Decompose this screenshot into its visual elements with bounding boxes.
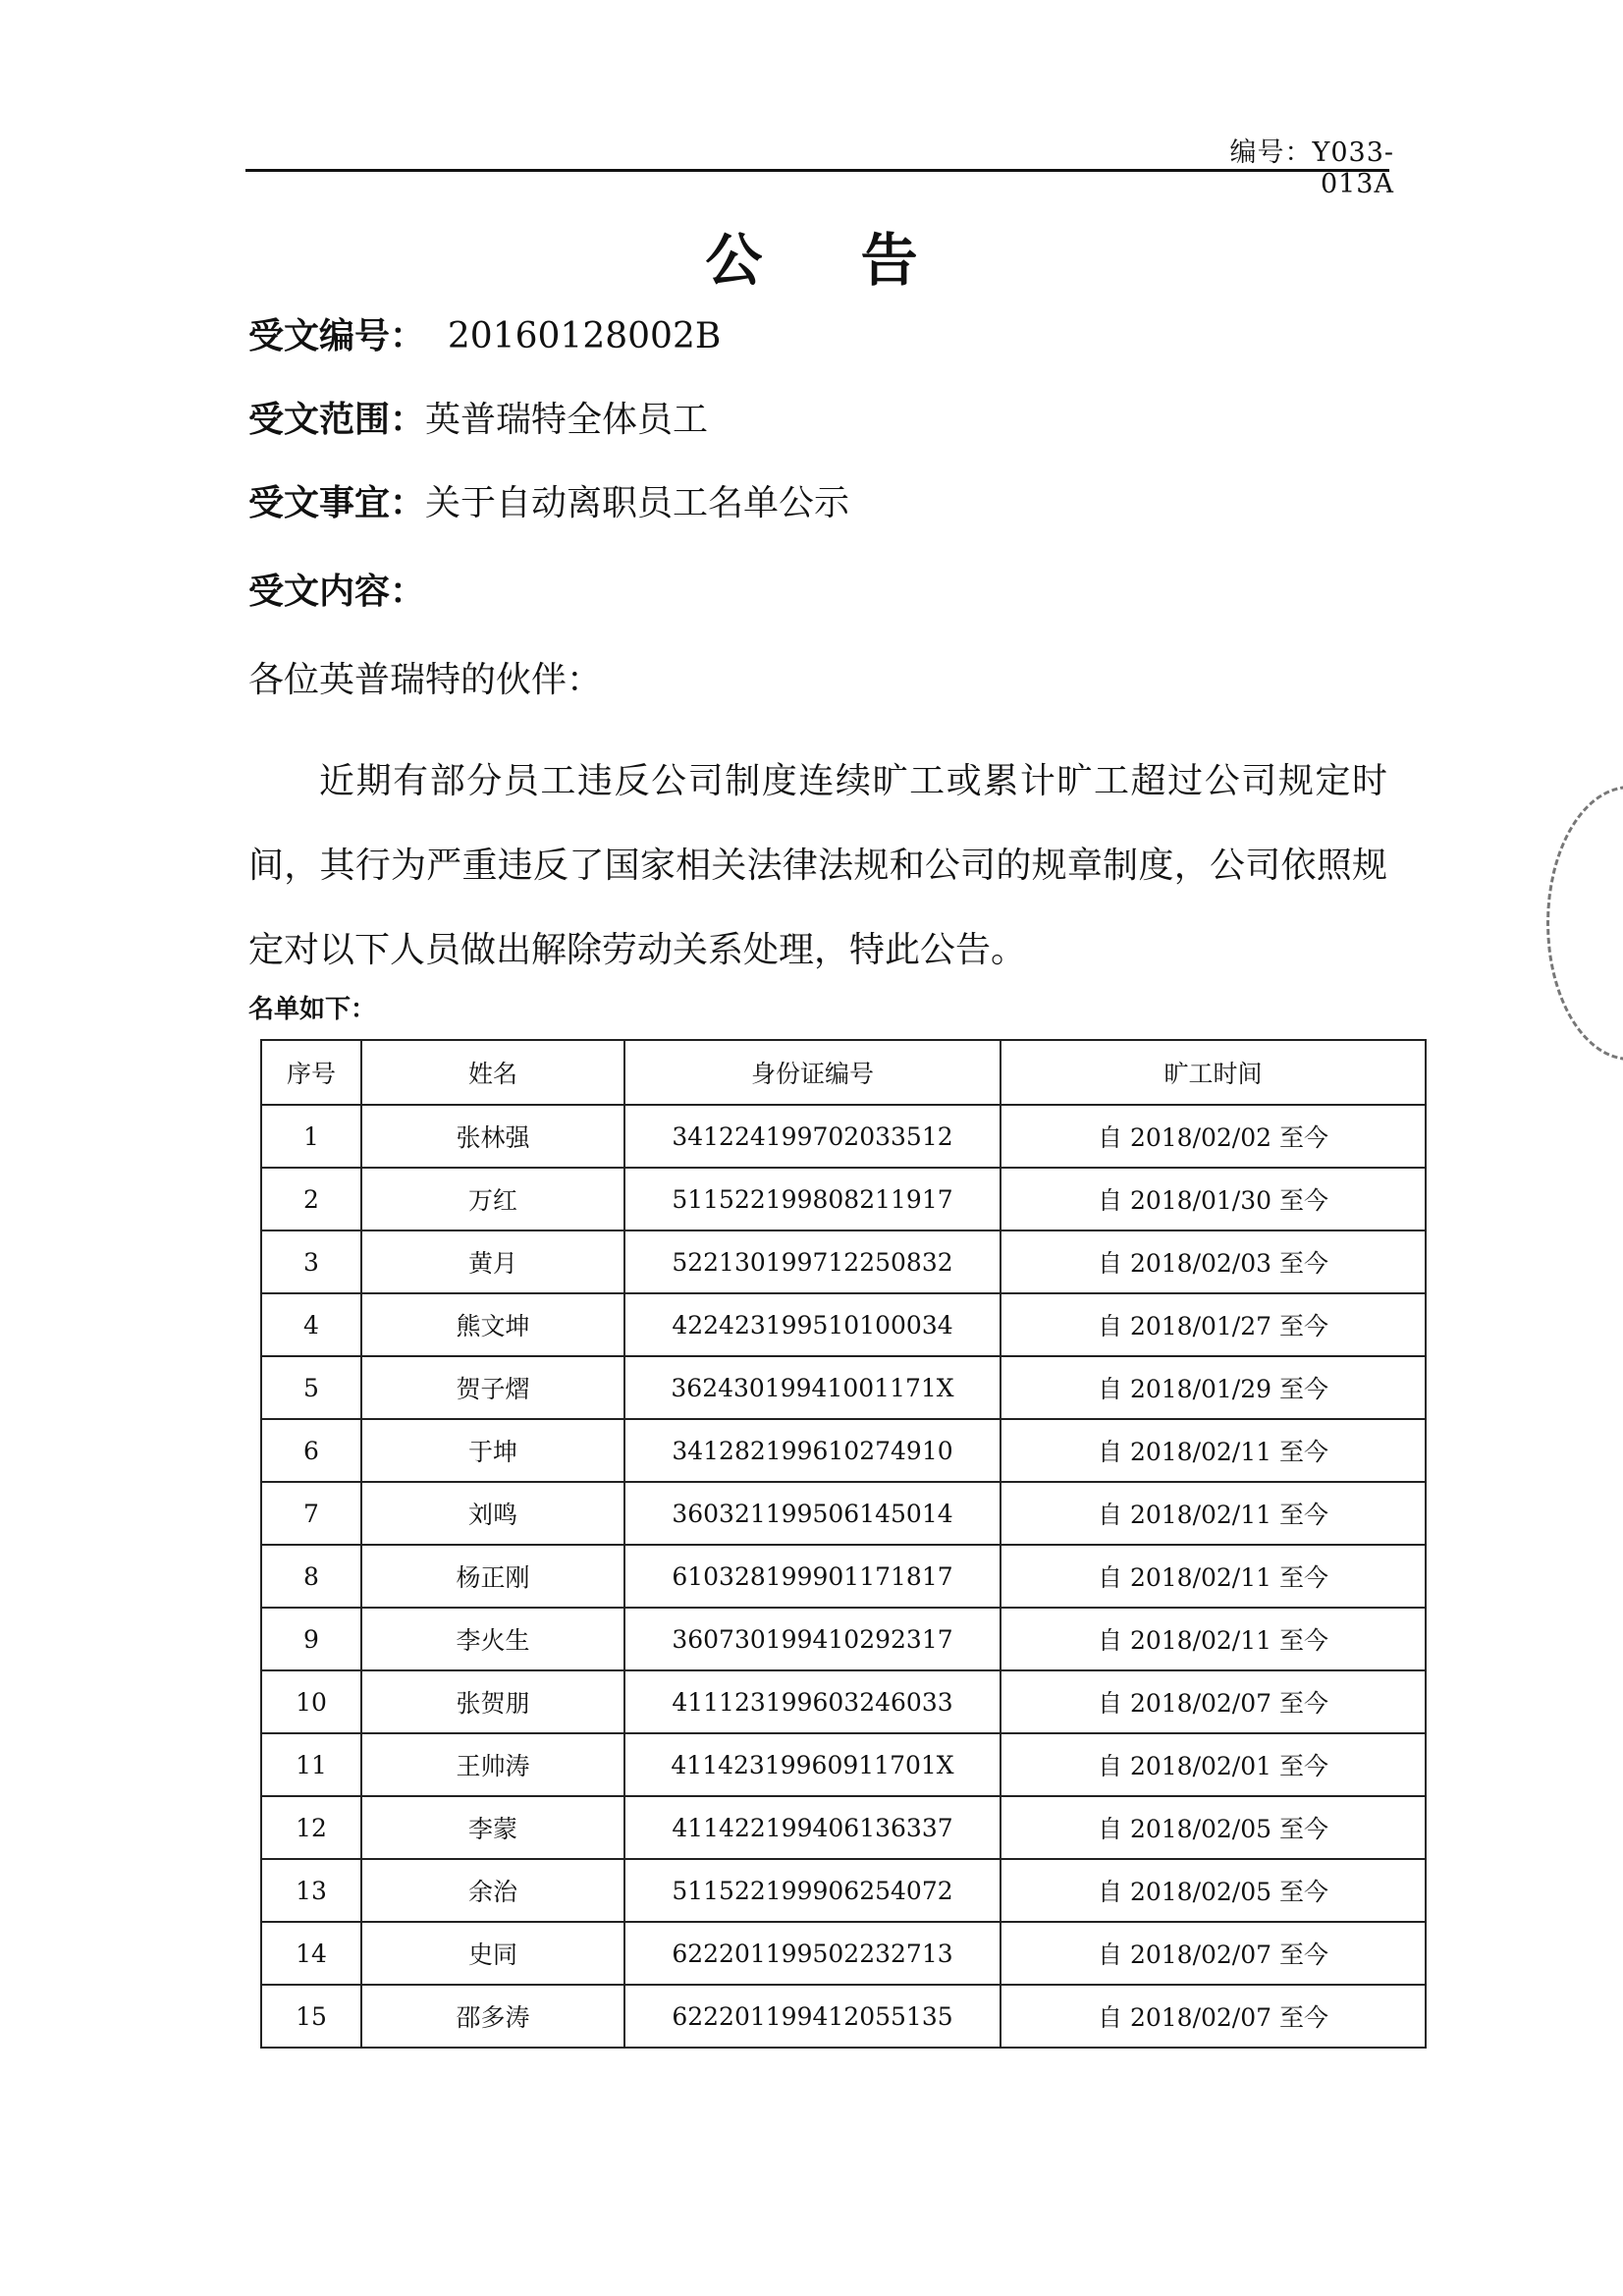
company-seal: [1546, 786, 1623, 1061]
field-value: 关于自动离职员工名单公示: [425, 483, 850, 523]
cell-absence-period: 自 2018/02/05 至今: [1001, 1859, 1426, 1922]
field-value: 英普瑞特全体员工: [425, 400, 709, 440]
field-label: 受文事宜：: [248, 483, 426, 523]
cell-absence-period: 自 2018/02/01 至今: [1001, 1733, 1426, 1796]
cell-index: 10: [261, 1670, 361, 1733]
cell-index: 6: [261, 1419, 361, 1482]
cell-name: 李蒙: [361, 1796, 624, 1859]
cell-name: 万红: [361, 1168, 624, 1230]
cell-index: 4: [261, 1293, 361, 1356]
cell-id-number: 622201199412055135: [624, 1985, 1001, 2048]
cell-id-number: 511522199906254072: [624, 1859, 1001, 1922]
cell-index: 15: [261, 1985, 361, 2048]
cell-absence-period: 自 2018/02/03 至今: [1001, 1230, 1426, 1293]
cell-absence-period: 自 2018/02/07 至今: [1001, 1922, 1426, 1985]
table-row: [261, 1545, 1426, 1608]
column-header-id-number: 身份证编号: [624, 1040, 1001, 1105]
table-row: [261, 1859, 1426, 1922]
cell-index: 3: [261, 1230, 361, 1293]
cell-name: 黄月: [361, 1230, 624, 1293]
cell-id-number: 341224199702033512: [624, 1105, 1001, 1168]
cell-absence-period: 自 2018/02/11 至今: [1001, 1608, 1426, 1670]
cell-absence-period: 自 2018/02/07 至今: [1001, 1670, 1426, 1733]
cell-id-number: 360730199410292317: [624, 1608, 1001, 1670]
table-row: [261, 1985, 1426, 2048]
cell-absence-period: 自 2018/01/29 至今: [1001, 1356, 1426, 1419]
notice-title: 公 告: [705, 227, 957, 294]
cell-name: 张贺朋: [361, 1670, 624, 1733]
document-number: 编号：Y033-013A: [1229, 137, 1394, 199]
table-row: [261, 1356, 1426, 1419]
table-row: [261, 1293, 1426, 1356]
cell-absence-period: 自 2018/02/07 至今: [1001, 1985, 1426, 2048]
cell-name: 刘鸣: [361, 1482, 624, 1545]
cell-name: 张林强: [361, 1105, 624, 1168]
field-scope: [248, 398, 708, 443]
cell-absence-period: 自 2018/01/30 至今: [1001, 1168, 1426, 1230]
cell-absence-period: 自 2018/02/11 至今: [1001, 1482, 1426, 1545]
table-row: [261, 1796, 1426, 1859]
cell-name: 杨正刚: [361, 1545, 624, 1608]
table-row: [261, 1670, 1426, 1733]
cell-index: 12: [261, 1796, 361, 1859]
table-row: [261, 1482, 1426, 1545]
cell-id-number: 341282199610274910: [624, 1419, 1001, 1482]
cell-index: 1: [261, 1105, 361, 1168]
employee-table: [260, 1039, 1427, 2049]
field-content: [248, 570, 425, 615]
cell-absence-period: 自 2018/01/27 至今: [1001, 1293, 1426, 1356]
cell-id-number: 36243019941001171X: [624, 1356, 1001, 1419]
cell-absence-period: 自 2018/02/02 至今: [1001, 1105, 1426, 1168]
field-label: 受文内容：: [248, 572, 426, 612]
cell-id-number: 511522199808211917: [624, 1168, 1001, 1230]
cell-name: 熊文坤: [361, 1293, 624, 1356]
field-value: 20160128002B: [425, 316, 722, 356]
cell-index: 14: [261, 1922, 361, 1985]
table-header-row: [261, 1040, 1426, 1105]
field-label: 受文编号：: [248, 316, 426, 356]
cell-name: 史同: [361, 1922, 624, 1985]
cell-name: 余治: [361, 1859, 624, 1922]
cell-index: 9: [261, 1608, 361, 1670]
table-row: [261, 1608, 1426, 1670]
cell-id-number: 622201199502232713: [624, 1922, 1001, 1985]
column-header-absence-period: 旷工时间: [1001, 1040, 1426, 1105]
cell-index: 2: [261, 1168, 361, 1230]
table-body: [261, 1105, 1426, 2048]
cell-index: 11: [261, 1733, 361, 1796]
cell-index: 13: [261, 1859, 361, 1922]
cell-name: 王帅涛: [361, 1733, 624, 1796]
cell-name: 贺子熠: [361, 1356, 624, 1419]
table-row: [261, 1168, 1426, 1230]
column-header-name: 姓名: [361, 1040, 624, 1105]
cell-id-number: 522130199712250832: [624, 1230, 1001, 1293]
cell-name: 于坤: [361, 1419, 624, 1482]
greeting: 各位英普瑞特的伙伴：: [248, 660, 603, 700]
table-row: [261, 1419, 1426, 1482]
header-divider: [245, 169, 1389, 172]
cell-absence-period: 自 2018/02/11 至今: [1001, 1545, 1426, 1608]
field-reference-number: [248, 314, 721, 359]
cell-id-number: 360321199506145014: [624, 1482, 1001, 1545]
list-heading: 名单如下：: [248, 995, 377, 1024]
notice-body: 近期有部分员工违反公司制度连续旷工或累计旷工超过公司规定时间，其行为严重违反了国家相关法律法规和公司的规章制度，公司依照规定对以下人员做出解除劳动关系处理，特此公告。: [248, 761, 1387, 970]
cell-name: 邵多涛: [361, 1985, 624, 2048]
table-row: [261, 1105, 1426, 1168]
cell-index: 8: [261, 1545, 361, 1608]
cell-id-number: 411422199406136337: [624, 1796, 1001, 1859]
cell-id-number: 610328199901171817: [624, 1545, 1001, 1608]
column-header-index: 序号: [261, 1040, 361, 1105]
field-label: 受文范围：: [248, 400, 426, 440]
table-row: [261, 1733, 1426, 1796]
table-row: [261, 1922, 1426, 1985]
cell-absence-period: 自 2018/02/11 至今: [1001, 1419, 1426, 1482]
cell-absence-period: 自 2018/02/05 至今: [1001, 1796, 1426, 1859]
cell-index: 5: [261, 1356, 361, 1419]
cell-index: 7: [261, 1482, 361, 1545]
cell-id-number: 411123199603246033: [624, 1670, 1001, 1733]
field-subject: [248, 481, 849, 526]
cell-id-number: 41142319960911701X: [624, 1733, 1001, 1796]
cell-name: 李火生: [361, 1608, 624, 1670]
table-row: [261, 1230, 1426, 1293]
cell-id-number: 422423199510100034: [624, 1293, 1001, 1356]
